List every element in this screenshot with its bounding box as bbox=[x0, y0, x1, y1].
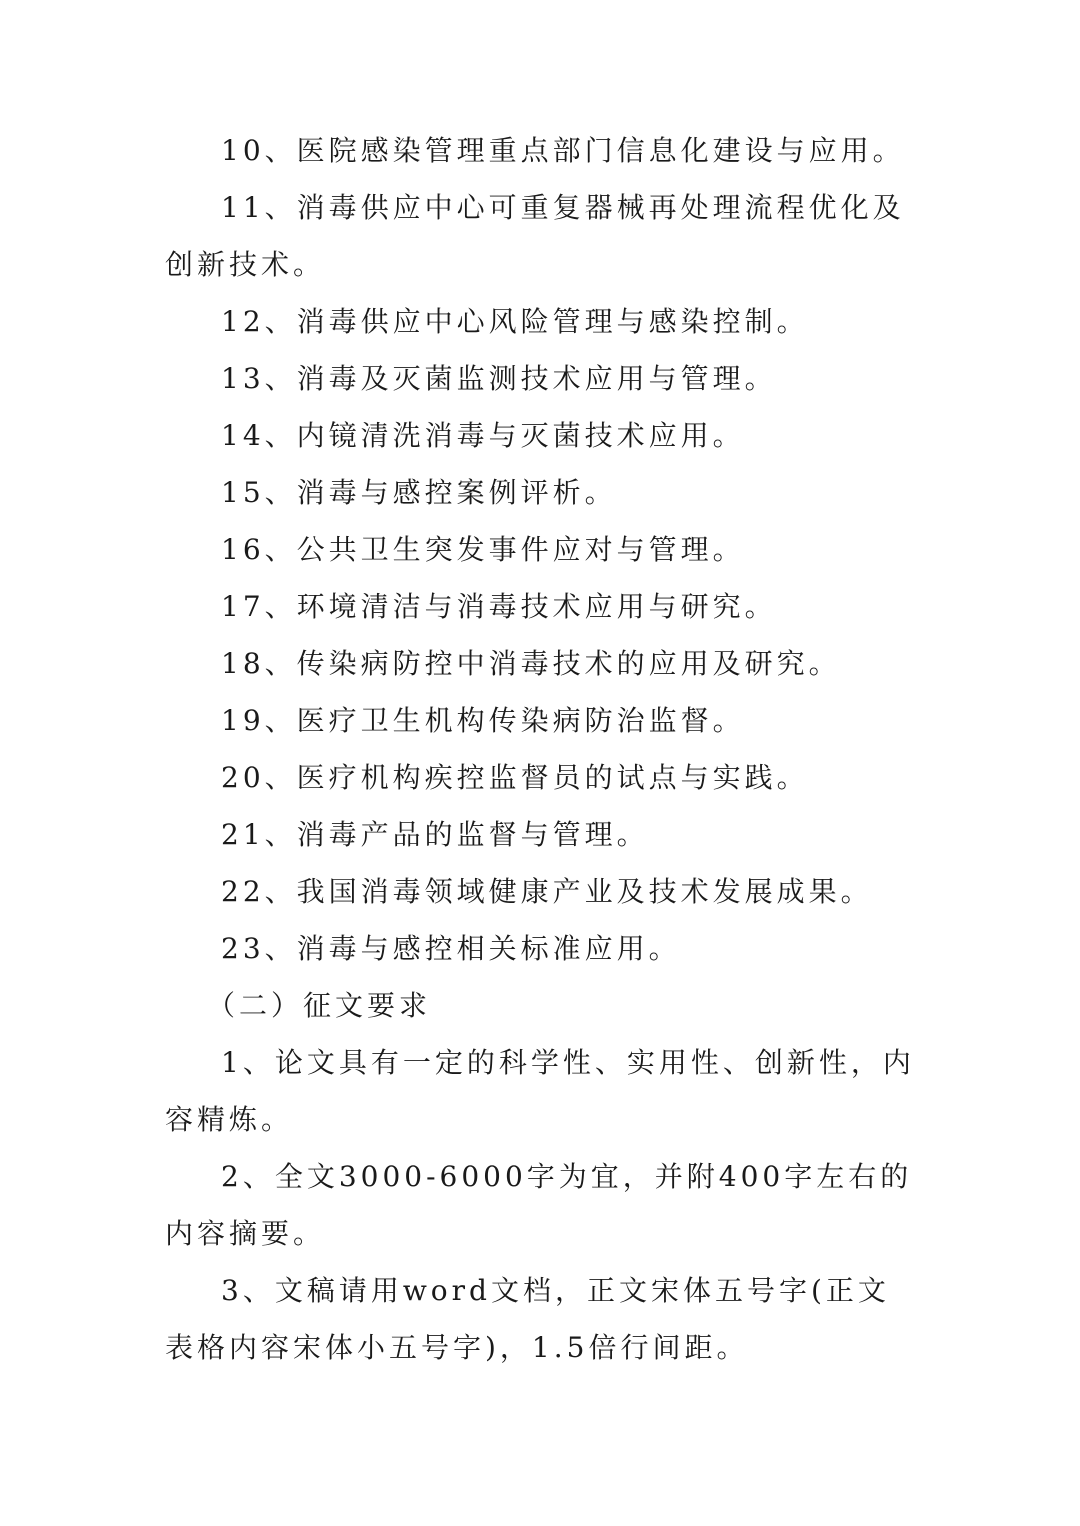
list-item-18: 18、传染病防控中消毒技术的应用及研究。 bbox=[221, 647, 841, 680]
list-item-16: 16、公共卫生突发事件应对与管理。 bbox=[221, 533, 745, 566]
list-item-14: 14、内镜清洗消毒与灭菌技术应用。 bbox=[221, 419, 745, 452]
document-body bbox=[165, 122, 917, 1376]
list-item-17: 17、环境清洁与消毒技术应用与研究。 bbox=[221, 590, 777, 623]
list-item-13: 13、消毒及灭菌监测技术应用与管理。 bbox=[221, 362, 777, 395]
list-item-11: 11、消毒供应中心可重复器械再处理流程优化及创新技术。 bbox=[165, 191, 905, 281]
list-item-22: 22、我国消毒领域健康产业及技术发展成果。 bbox=[221, 875, 873, 908]
list-item-23: 23、消毒与感控相关标准应用。 bbox=[221, 932, 681, 965]
requirement-item-1: 1、论文具有一定的科学性、实用性、创新性，内容精炼。 bbox=[165, 1046, 915, 1136]
list-item-21: 21、消毒产品的监督与管理。 bbox=[221, 818, 649, 851]
list-item-10: 10、医院感染管理重点部门信息化建设与应用。 bbox=[221, 134, 905, 167]
requirement-item-3: 3、文稿请用word文档，正文宋体五号字(正文表格内容宋体小五号字)，1.5倍行间距。 bbox=[165, 1274, 890, 1364]
section-heading: （二）征文要求 bbox=[207, 989, 432, 1022]
list-item-15: 15、消毒与感控案例评析。 bbox=[221, 476, 617, 509]
list-item-19: 19、医疗卫生机构传染病防治监督。 bbox=[221, 704, 745, 737]
list-item-20: 20、医疗机构疾控监督员的试点与实践。 bbox=[221, 761, 809, 794]
list-item-12: 12、消毒供应中心风险管理与感染控制。 bbox=[221, 305, 809, 338]
requirement-item-2: 2、全文3000-6000字为宜，并附400字左右的内容摘要。 bbox=[165, 1160, 913, 1250]
